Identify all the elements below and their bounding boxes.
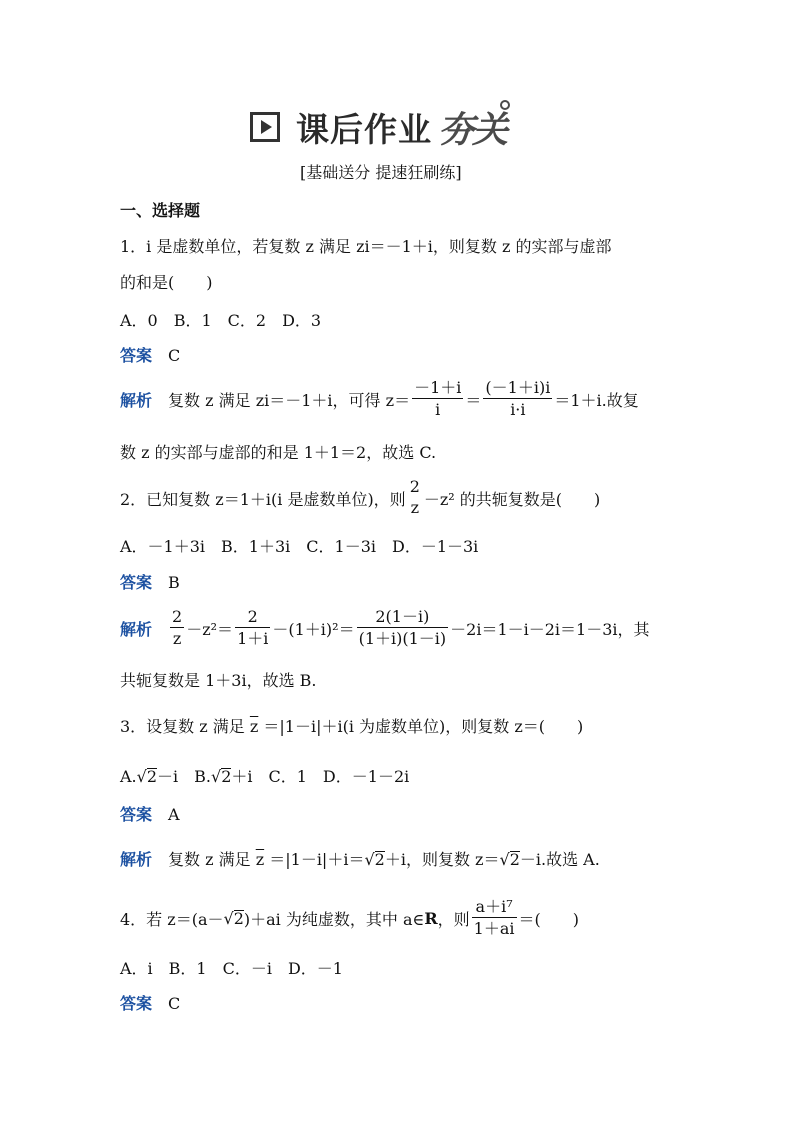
answer-label: 答案 — [120, 346, 153, 365]
sqrt-icon: √ — [223, 908, 234, 928]
q3-stem: 3．设复数 z 满足 $\overline{z} =|1-i|+i(i$ 为虚数单位)，则复数 z＝( ) — [120, 717, 584, 736]
q4-fraction: $\frac{\text{a＋i⁷}}{1+ai}$ — [473, 896, 515, 938]
q2-stem: 2．已知复数 z＝1＋i(i 是虚数单位)，则 2 z －z² 的共轭复数是( ) — [120, 477, 601, 517]
analysis-label: 解析 — [120, 619, 153, 639]
section-title: 一、选择题 — [120, 201, 201, 220]
q1-fraction-2: $\frac{(-1+i)i}{i\cdot i}$ — [485, 377, 551, 419]
section-header — [250, 104, 506, 150]
q1-analysis-line2: 数 z 的实部与虚部的和是 1＋1＝2，故选 C. — [120, 443, 437, 462]
q2-answer-value: B — [168, 573, 180, 592]
q1-options: A．0 B．1 C．2 D．3 — [120, 311, 322, 330]
sqrt-icon: √ — [136, 767, 147, 786]
equals-sign: ＝ — [465, 390, 482, 410]
q4-stem: 4．若 z＝(a－ √ 2 )＋ai 为纯虚数，其中 a∈ R ，则 $\frac{\text{a＋i⁷}}{1+ai}$ ＝( ) — [120, 896, 579, 938]
q2-fraction-3: $\frac{2(1-i)}{(1+i)(1-i)}$ — [358, 606, 447, 648]
play-icon — [250, 112, 280, 142]
q2-stem-fraction: 2 z — [409, 477, 420, 517]
q2-fraction-2: $\frac{2}{1+i}$ — [237, 606, 269, 648]
q3-options: A.√2－i B.√2＋i C．1 D．－1－2i — [120, 767, 410, 786]
z-conjugate: $\overline{z}$ — [249, 717, 259, 736]
q2-analysis-line2: 共轭复数是 1＋3i，故选 B. — [120, 671, 317, 690]
q1-answer-value: C — [168, 346, 181, 365]
q1-fraction-1: $\frac{-1+i}{i}$ — [414, 377, 462, 419]
q4-options: A．i B．1 C．－i D．－1 — [120, 959, 343, 978]
q2-fraction-1: $\frac{2}{z}$ — [172, 606, 183, 648]
q1-analysis-text: 复数 z 满足 zi＝－1＋i，可得 z＝ — [168, 390, 411, 410]
q2-analysis-line1: 解析 $\frac{2}{z}$ －z²＝ $\frac{2}{1+i}$ －(1＋i)²＝ $\frac{2(1-i)}{(1+i)(1-i)}$ －2i＝1－i－2i＝1－3i，其 — [120, 606, 650, 648]
subtitle: [基础送分 提速狂刷练] — [300, 163, 462, 182]
header-title: 课后作业 — [296, 109, 432, 149]
answer-label: 答案 — [120, 805, 153, 824]
q3-analysis: 解析 复数 z 满足 $\overline{z} =|1-i|+i=√2+i$，则复数 z＝√2－i.故选 A. — [120, 850, 600, 869]
q4-answer — [120, 991, 180, 1014]
q3-answer — [120, 802, 180, 825]
brand-logo: 夯关 — [438, 102, 506, 153]
q4-answer-value: C — [168, 994, 181, 1013]
sqrt-icon: √ — [499, 850, 510, 869]
brand-dot-icon — [500, 100, 510, 110]
sqrt-icon: √ — [364, 850, 375, 869]
q1-analysis-line1 — [120, 376, 639, 422]
q1-stem-line1: 1．i 是虚数单位，若复数 z 满足 zi＝－1＋i，则复数 z 的实部与虚部 — [120, 237, 612, 256]
answer-label: 答案 — [120, 573, 153, 592]
q1-stem-line2: 的和是( ) — [120, 273, 213, 292]
q2-options: A．－1＋3i B．1＋3i C．1－3i D．－1－3i — [120, 537, 479, 556]
answer-label: 答案 — [120, 994, 153, 1013]
sqrt-icon: √ — [211, 767, 222, 786]
q2-answer — [120, 570, 180, 593]
analysis-label: 解析 — [120, 850, 153, 869]
analysis-label: 解析 — [120, 390, 153, 410]
q1-analysis-text-2: ＝1＋i.故复 — [554, 390, 639, 410]
q1-answer — [120, 343, 180, 366]
q3-answer-value: A — [168, 805, 180, 824]
